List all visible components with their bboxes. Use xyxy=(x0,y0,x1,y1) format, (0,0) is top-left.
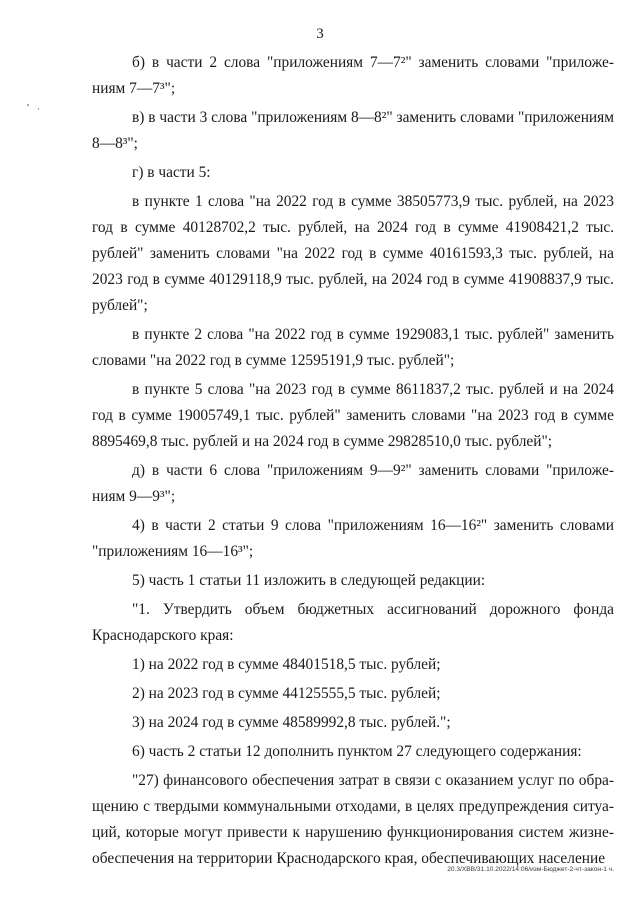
paragraph-g: г) в части 5: xyxy=(132,164,211,181)
paragraph-g-point-2: в пункте 2 слова "на 2022 год в сумме 1929083,1 тыс. рублей" заменить словами "на 2022 год в сумме 12595191,9 тыс. рублей"; xyxy=(92,326,614,369)
document-footer: 20.3/ХВВ/31.10.2022/14:06/изм-Бюджет-2-чт-закон-1 ч. xyxy=(447,866,614,873)
list-item-2024: 3) на 2024 год в сумме 48589992,8 тыс. рублей."; xyxy=(132,714,451,731)
paragraph-5: 5) часть 1 статьи 11 изложить в следующей редакции: xyxy=(132,572,486,589)
paragraph-g-point-5: в пункте 5 слова "на 2023 год в сумме 8611837,2 тыс. рублей и на 2024 год в сумме 19005749,1 тыс. рублей" заменить словами "на 2023 год в сумме 8895469,8 тыс. рублей и на 2024 год в сумме 29828510,0 тыс. рублей"; xyxy=(92,381,614,450)
paragraph-b: б) в части 2 слова "приложениям 7—7²" заменить словами "приложениям 7—7³"; xyxy=(92,54,614,97)
paragraph-4: 4) в части 2 статьи 9 слова "приложениям 16—16²" заменить словами "приложениям 16—16³"; xyxy=(92,517,614,560)
list-item-2023: 2) на 2023 год в сумме 44125555,5 тыс. рублей; xyxy=(132,685,441,702)
page-number: 3 xyxy=(316,26,324,42)
scan-speck xyxy=(38,108,39,110)
paragraph-quote-1: "1. Утвердить объем бюджетных ассигнований дорожного фонда Краснодарского края: xyxy=(92,601,614,644)
scan-speck xyxy=(27,104,29,106)
paragraph-6: 6) часть 2 статьи 12 дополнить пунктом 27 следующего содержания: xyxy=(132,743,582,760)
document-body xyxy=(92,50,614,872)
paragraph-quote-27: "27) финансового обеспечения затрат в связи с оказанием услуг по обращению с твердыми коммунальными отходами, в целях предупреждения ситуаций, которые могут привести к нарушению функционирования систем жизнеобеспечения на территории Краснодарского края, обеспечивающих население xyxy=(92,772,614,867)
paragraph-d: д) в части 6 слова "приложениям 9—9²" заменить словами "приложениям 9—9³"; xyxy=(92,462,614,505)
paragraph-g-point-1: в пункте 1 слова "на 2022 год в сумме 38505773,9 тыс. рублей, на 2023 год в сумме 40128702,2 тыс. рублей, на 2024 год в сумме 41908421,2 тыс. рублей" заменить словами "на 2022 год в сумме 40161593,3 тыс. рублей, на 2023 год в сумме 40129118,9 тыс. рублей, на 2024 год в сумме 41908837,9 тыс. рублей"; xyxy=(92,193,614,314)
list-item-2022: 1) на 2022 год в сумме 48401518,5 тыс. рублей; xyxy=(132,656,441,673)
paragraph-v: в) в части 3 слова "приложениям 8—8²" заменить словами "приложениям 8—8³"; xyxy=(92,109,614,152)
